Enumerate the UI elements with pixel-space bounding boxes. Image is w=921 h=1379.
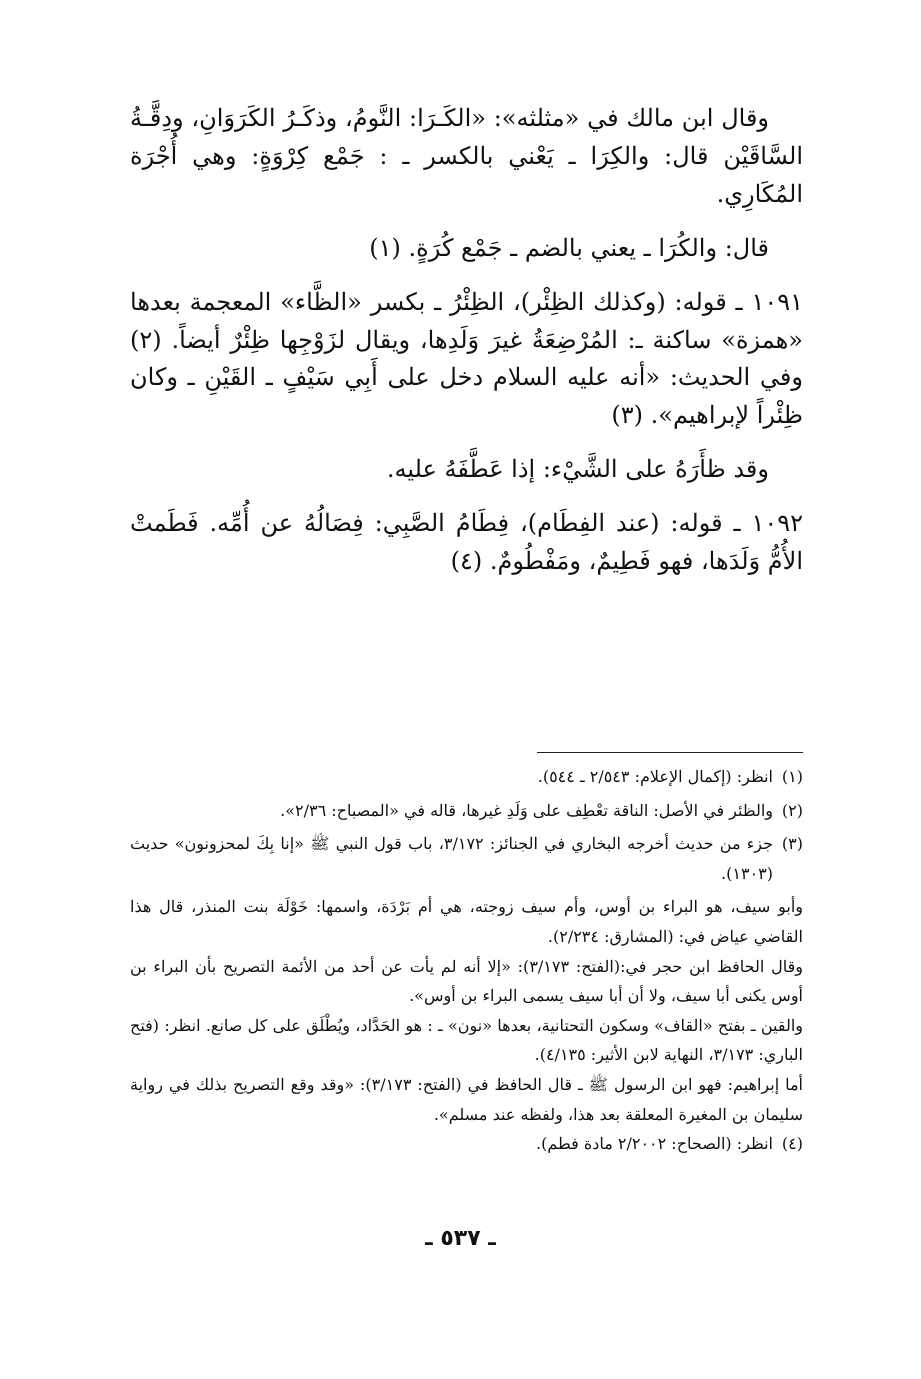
paragraph-kura: قال: والكُرَا ـ يعني بالضم ـ جَمْع كُرَةٍ. (١) xyxy=(369,233,769,262)
footnote-3-ibrahim xyxy=(130,1070,803,1129)
footnote-text: أما إبراهيم: فهو ابن الرسول ﷺ ـ قال الحافظ في (الفتح: ٣/١٧٣): «وقد وقع التصريح بذلك في رواية سليمان بن المغيرة المعلقة بعد هذا، ولفظه عند مسلم». xyxy=(130,1074,803,1124)
footnote-number: (٤) xyxy=(781,1134,803,1154)
footnotes xyxy=(130,762,803,1163)
footnote-number: (٢) xyxy=(781,800,803,820)
footnote-2 xyxy=(130,796,803,826)
footnote-number: (١) xyxy=(781,767,803,786)
paragraph-zaarahu: وقد ظأَرَهُ على الشَّيْء: إذا عَطَّفَهُ عليه. xyxy=(386,455,769,484)
footnote-1 xyxy=(130,762,803,792)
footnote-separator xyxy=(537,752,803,753)
paragraph-1091: ١٠٩١ ـ قوله: (وكذلك الظِئْر)، الظِئْرُ ـ بكسر «الظَّاء» المعجمة بعدها «همزة» ساكنة ـ: المُرْضِعَةُ غيرَ وَلَدِها، ويقال لزَوْجِها ظِئْرٌ أيضاً. (٢) وفي الحديث: «أنه عليه السلام دخل على أَبِي سَيْفٍ ـ القَيْنِ ـ وكان ظِئْراً لإبراهيم». (٣) xyxy=(130,287,803,430)
footnote-3-ibn-hajar xyxy=(130,952,803,1011)
footnote-text: وقال الحافظ ابن حجر في:(الفتح: ٣/١٧٣): «إلا أنه لم يأت عن أحد من الأئمة التصريح بأن البراء بن أوس يكنى أبا سيف، ولا أن أبا سيف يسمى البراء بن أوس». xyxy=(130,956,804,1006)
footnote-4 xyxy=(130,1129,803,1159)
footnote-text: جزء من حديث أخرجه البخاري في الجنائز: ٣/١٧٢، باب قول النبي ﷺ «إنا بِكَ لمحزونون» حديث (١٣٠٣). xyxy=(130,834,774,883)
footnote-text: انظر: (إكمال الإعلام: ٢/٥٤٣ ـ ٥٤٤). xyxy=(537,767,773,786)
paragraph-1092: ١٠٩٢ ـ قوله: (عند الفِطَام)، فِطَامُ الصَّبِي: فِصَالُهُ عن أُمِّه. فَطَمتْ الأُمُّ وَلَدَها، فهو فَطِيمٌ، ومَفْطُومٌ. (٤) xyxy=(130,509,803,576)
footnote-text: والقين ـ بفتح «القاف» وسكون التحتانية، بعدها «نون» ـ : هو الحَدَّاد، ويُطْلَق على كل صانع. انظر: (فتح الباري: ٣/١٧٣، النهاية لابن الأثير: ٤/١٣٥). xyxy=(130,1015,803,1065)
footnote-number: (٣) xyxy=(781,834,803,854)
footnote-3-abu-sayf xyxy=(130,892,803,951)
paragraph-ibn-malik: وقال ابن مالك في «مثلثه»: «الكَـرَا: النَّومُ، وذكَـرُ الكَرَوَانِ، ودِقَّـةُ السَّاقَيْن قال: والكِرَا ـ يَعْني بالكسر ـ : جَمْع كِرْوَةٍ: وهي أُجْرَة المُكَارِي. xyxy=(130,104,804,208)
footnote-text: انظر: (الصحاح: ٢/٢٠٠٢ مادة فطم). xyxy=(535,1134,773,1154)
footnote-3-qayn xyxy=(130,1011,803,1070)
page-number: ـ ٥٣٧ ـ xyxy=(425,1226,496,1251)
footnote-text: وأبو سيف، هو البراء بن أوس، وأم سيف زوجته، هي أم بَرْدَة، واسمها: خَوْلَة بنت المنذر، قال هذا القاضي عياض في: (المشارق: ٢/٢٣٤). xyxy=(130,897,803,946)
main-text xyxy=(130,100,803,597)
footnote-text: والظئر في الأصل: الناقة تعْطِف على وَلَدِ غيرها، قاله في «المصباح: ٢/٣٦». xyxy=(280,800,773,820)
footnote-3 xyxy=(130,829,803,888)
